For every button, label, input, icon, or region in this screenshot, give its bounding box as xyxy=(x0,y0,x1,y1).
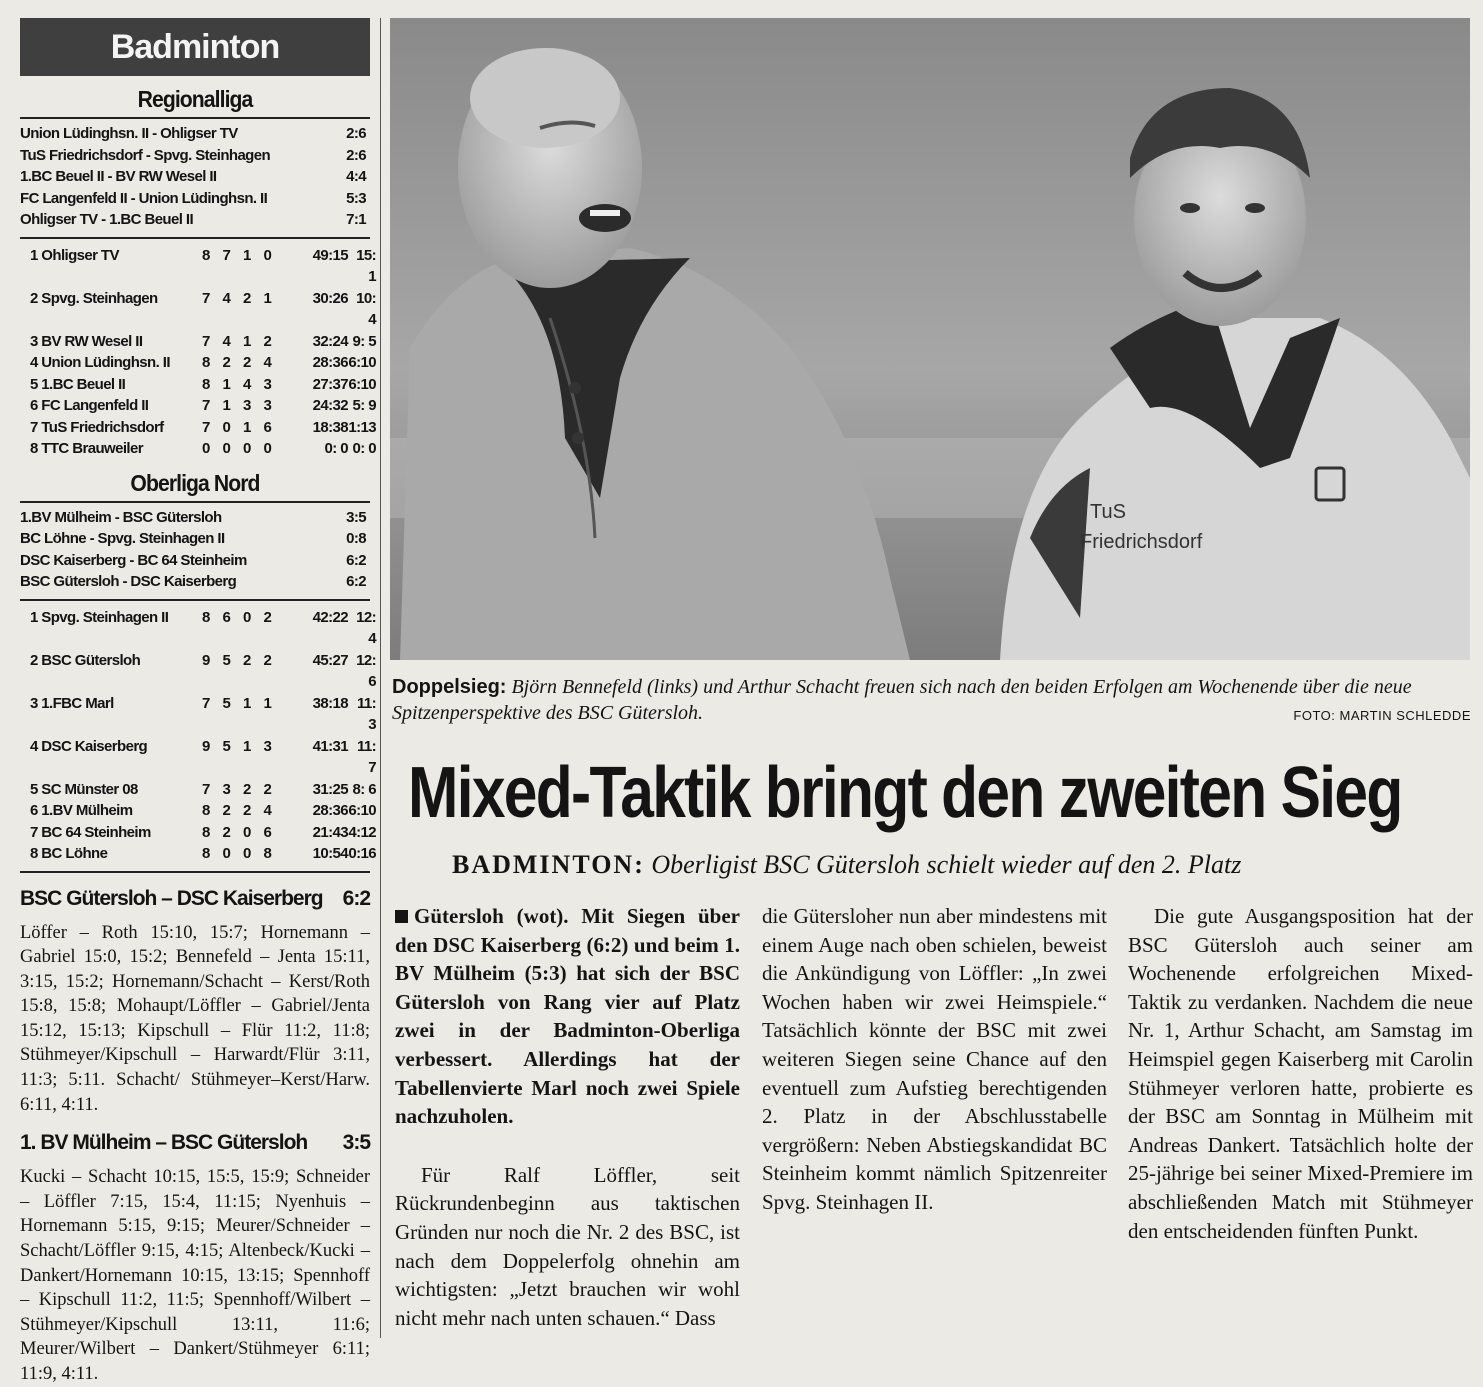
results-sidebar xyxy=(20,18,376,1387)
standings-row xyxy=(20,800,376,822)
regionalliga-title: Regionalliga xyxy=(137,86,253,112)
standings-row xyxy=(20,607,376,650)
standings-points: 5: 9 xyxy=(352,397,376,414)
standings-points: 11: 3 xyxy=(356,694,376,733)
standings-sets: 24:32 xyxy=(312,397,348,414)
match-score: 6:2 xyxy=(346,551,366,569)
standings-row xyxy=(20,736,376,779)
standings-games: 7 4 2 1 xyxy=(202,289,276,307)
square-bullet-icon xyxy=(395,910,408,923)
standings-games: 8 2 2 4 xyxy=(202,354,276,371)
standings-points: 15: 1 xyxy=(356,246,376,285)
photo-illustration xyxy=(390,18,1470,660)
standings-sets: 10:54 xyxy=(312,845,348,862)
standings-team: 7 BC 64 Steinheim xyxy=(30,823,151,841)
article-column-3 xyxy=(1128,902,1473,1245)
standings-points: 0:16 xyxy=(348,845,376,862)
standings-games: 7 1 3 3 xyxy=(202,397,276,414)
standings-row xyxy=(20,374,376,396)
standings-games: 7 4 1 2 xyxy=(202,332,276,350)
standings-points: 6:10 xyxy=(348,375,376,393)
caption-text: Björn Bennefeld (links) und Arthur Schacht freuen sich nach den beiden Erfolgen am Wochenende über die neue Spitzenperspektive des BSC Gütersloh. xyxy=(392,676,1412,724)
standings-games: 7 3 2 2 xyxy=(202,780,276,798)
standings-sets: 28:36 xyxy=(312,802,348,819)
standings-sets: 32:24 xyxy=(312,332,348,350)
divider xyxy=(20,501,370,503)
standings-sets: 38:18 xyxy=(312,694,348,712)
standings-games: 8 6 0 2 xyxy=(202,608,276,626)
divider xyxy=(20,117,370,119)
article-column-1 xyxy=(395,902,740,1332)
match-teams: BSC Gütersloh - DSC Kaiserberg xyxy=(20,573,237,590)
news-photo xyxy=(390,18,1470,660)
article-paragraph: Die gute Ausgangsposition hat der BSC Gütersloh auch seiner am Wochenende erfolgreichen Mixed-Taktik zu verdanken. Nachdem die neue Nr. 1, Arthur Schacht, am Samstag im Heimspiel gegen Kaiserberg mit Carolin Stühmeyer verloren hatte, probierte es der BSC am Sonntag in Mülheim mit Andreas Dankert. Tatsächlich holte der 25-jährige bei seiner Mixed-Premiere im abschließenden Match mit Stühmeyer den entscheidenden fünften Punkt. xyxy=(1128,904,1473,1243)
standings-sets: 45:27 xyxy=(312,651,348,669)
standings-team: 5 SC Münster 08 xyxy=(30,780,138,798)
standings-row xyxy=(20,650,376,693)
standings-team: 1 Ohligser TV xyxy=(30,246,119,264)
match-score: 7:1 xyxy=(346,211,366,228)
jacket-text-tus: TuS xyxy=(1090,501,1126,523)
result-teams: BSC Gütersloh – DSC Kaiserberg xyxy=(20,886,323,910)
standings-points: 11: 7 xyxy=(356,737,376,776)
standings-games: 8 1 4 3 xyxy=(202,375,276,393)
column-divider xyxy=(380,18,381,1338)
sidebar-header: Badminton xyxy=(20,18,370,76)
standings-games: 8 0 0 8 xyxy=(202,845,276,862)
match-row xyxy=(20,507,370,529)
match-teams: TuS Friedrichsdorf - Spvg. Steinhagen xyxy=(20,146,271,164)
match-score: 5:3 xyxy=(346,189,366,207)
match-teams: DSC Kaiserberg - BC 64 Steinheim xyxy=(20,551,247,569)
standings-team: 2 BSC Gütersloh xyxy=(30,651,141,669)
match-row xyxy=(20,145,370,167)
match-row xyxy=(20,209,370,231)
standings-points: 4:12 xyxy=(348,823,376,841)
oberliga-matches xyxy=(20,507,370,593)
match-teams: Ohligser TV - 1.BC Beuel II xyxy=(20,211,194,228)
oberliga-title: Oberliga Nord xyxy=(130,469,260,496)
divider xyxy=(20,599,370,601)
match-score: 3:5 xyxy=(346,508,366,526)
result-heading xyxy=(20,1131,370,1155)
article-column-2 xyxy=(762,902,1107,1217)
standings-games: 8 2 0 6 xyxy=(202,823,276,841)
standings-team: 3 1.FBC Marl xyxy=(30,694,114,712)
match-teams: BC Löhne - Spvg. Steinhagen II xyxy=(20,530,225,547)
standings-sets: 27:37 xyxy=(312,375,348,393)
result-score: 6:2 xyxy=(342,886,370,910)
standings-points: 12: 6 xyxy=(356,651,376,690)
divider xyxy=(20,871,370,873)
match-score: 0:8 xyxy=(346,530,366,547)
standings-points: 6:10 xyxy=(348,354,376,371)
jacket-text-club: Friedrichsdorf xyxy=(1080,531,1203,553)
match-score: 2:6 xyxy=(346,125,366,142)
standings-row xyxy=(20,779,376,801)
standings-games: 8 2 2 4 xyxy=(202,802,276,819)
match-score: 4:4 xyxy=(346,168,366,185)
match-row xyxy=(20,550,370,572)
standings-sets: 0: 0 xyxy=(324,440,348,457)
standings-team: 5 1.BC Beuel II xyxy=(30,375,126,393)
standings-row xyxy=(20,331,376,353)
standings-games: 7 5 1 1 xyxy=(202,694,276,712)
photo-credit: FOTO: MARTIN SCHLEDDE xyxy=(1293,708,1471,723)
standings-games: 0 0 0 0 xyxy=(202,440,276,457)
standings-row xyxy=(20,245,376,288)
article-lead xyxy=(395,902,740,1131)
standings-team: 7 TuS Friedrichsdorf xyxy=(30,418,164,436)
standings-sets: 18:38 xyxy=(312,418,348,436)
match-score: 6:2 xyxy=(346,573,366,590)
match-row xyxy=(20,166,370,188)
standings-row xyxy=(20,843,376,865)
subheadline-text: Oberligist BSC Gütersloh schielt wieder auf den 2. Platz xyxy=(644,850,1242,879)
standings-sets: 28:36 xyxy=(312,354,348,371)
standings-points: 10: 4 xyxy=(356,289,376,328)
match-teams: 1.BC Beuel II - BV RW Wesel II xyxy=(20,168,217,185)
result-score: 3:5 xyxy=(342,1131,370,1155)
match-row xyxy=(20,188,370,210)
result-details: Löffer – Roth 15:10, 15:7; Hornemann – Gabriel 15:0, 15:2; Bennefeld – Jenta 15:11, 3:15, 15:2; Hornemann/Schacht – Kerst/Roth 15:8, 15:8; Mohaupt/Löffler – Gabriel/Jenta 15:12, 15:13; Kipschull – Flür 11:2, 11:8; Stühmeyer/Kipschull – Harwardt/Flür 3:11, 11:3; 5:11. Schacht/ Stühmeyer–Kerst/Harw. 6:11, 4:11. xyxy=(20,922,370,1115)
standings-row xyxy=(20,288,376,331)
standings-row xyxy=(20,438,376,460)
standings-team: 4 DSC Kaiserberg xyxy=(30,737,148,755)
standings-points: 12: 4 xyxy=(356,608,376,647)
oberliga-standings xyxy=(20,607,376,865)
standings-row xyxy=(20,822,376,844)
divider xyxy=(20,237,370,239)
standings-team: 1 Spvg. Steinhagen II xyxy=(30,608,169,626)
standings-team: 8 TTC Brauweiler xyxy=(30,440,143,457)
standings-sets: 30:26 xyxy=(312,289,348,307)
standings-games: 8 7 1 0 xyxy=(202,246,276,264)
standings-points: 0: 0 xyxy=(352,440,376,457)
article-paragraph: Für Ralf Löffler, seit Rückrundenbeginn aus taktischen Gründen nur noch die Nr. 2 des BSC, ist nach dem Doppelerfolg ohnehin am wichtigsten: „Jetzt brauchen wir wohl nicht mehr nach unten schauen.“ Dass xyxy=(395,1162,740,1330)
article-paragraph: die Gütersloher nun aber mindestens mit einem Auge nach oben schielen, beweist die Ankündigung von Löffler: „In zwei Wochen haben wir zwei Heimspiele.“ Tatsächlich könnte der BSC mit zwei weiteren Siegen seine Chance auf den eventuell zum Aufstieg berechtigenden 2. Platz in der Abschlusstabelle vergrößern: Neben Abstiegskandidat BC Steinheim kommt nämlich Spitzenreiter Spvg. Steinhagen II. xyxy=(762,904,1107,1214)
standings-points: 6:10 xyxy=(348,802,376,819)
standings-points: 8: 6 xyxy=(352,780,376,798)
result-teams: 1. BV Mülheim – BSC Gütersloh xyxy=(20,1131,308,1155)
article-lead-text: Gütersloh (wot). Mit Siegen über den DSC Kaiserberg (6:2) und beim 1. BV Mülheim (5:3) hat sich der BSC Gütersloh von Rang vier auf Platz zwei in der Badminton-Oberliga verbessert. Allerdings hat der Tabellenvierte Marl noch zwei Spiele nachzuholen. xyxy=(395,904,740,1129)
match-row xyxy=(20,571,370,593)
standings-team: 6 FC Langenfeld II xyxy=(30,397,149,414)
result-details: Kucki – Schacht 10:15, 15:5, 15:9; Schneider – Löffler 7:15, 15:4, 11:15; Nyenhuis – Hornemann 5:15, 9:15; Meurer/Schneider – Schacht/Löffler 9:15, 4:15; Altenbeck/Kucki – Dankert/Hornemann 10:15, 13:15; Spennhoff – Kipschull 11:2, 11:5; Spennhoff/Wilbert – Stühmeyer/Kipschull 13:11, 11:6; Meurer/Wilbert – Dankert/Stühmeyer 6:11; 11:9, 4:11. xyxy=(20,1167,370,1384)
standings-points: 1:13 xyxy=(348,418,376,436)
match-teams: FC Langenfeld II - Union Lüdinghsn. II xyxy=(20,189,268,207)
standings-games: 9 5 2 2 xyxy=(202,651,276,669)
standings-sets: 31:25 xyxy=(312,780,348,798)
standings-team: 2 Spvg. Steinhagen xyxy=(30,289,158,307)
subheadline-kicker: BADMINTON: xyxy=(452,850,645,879)
match-score: 2:6 xyxy=(346,146,366,164)
standings-sets: 41:31 xyxy=(312,737,348,755)
standings-sets: 42:22 xyxy=(312,608,348,626)
match-row xyxy=(20,123,370,145)
standings-sets: 49:15 xyxy=(312,246,348,264)
standings-sets: 21:43 xyxy=(312,823,348,841)
standings-points: 9: 5 xyxy=(352,332,376,350)
standings-row xyxy=(20,352,376,374)
subheadline xyxy=(452,848,1472,882)
standings-team: 3 BV RW Wesel II xyxy=(30,332,143,350)
standings-team: 8 BC Löhne xyxy=(30,845,108,862)
regionalliga-matches xyxy=(20,123,370,231)
result-heading xyxy=(20,887,370,911)
match-row xyxy=(20,528,370,550)
match-teams: 1.BV Mülheim - BSC Gütersloh xyxy=(20,508,222,526)
match-teams: Union Lüdinghsn. II - Ohligser TV xyxy=(20,125,238,142)
standings-games: 9 5 1 3 xyxy=(202,737,276,755)
standings-row xyxy=(20,417,376,439)
standings-row xyxy=(20,395,376,417)
caption-lead: Doppelsieg: xyxy=(392,676,507,698)
headline: Mixed-Taktik bringt den zweiten Sieg xyxy=(408,753,1402,833)
standings-team: 6 1.BV Mülheim xyxy=(30,802,133,819)
regionalliga-standings xyxy=(20,245,376,460)
standings-team: 4 Union Lüdinghsn. II xyxy=(30,354,170,371)
standings-games: 7 0 1 6 xyxy=(202,418,276,436)
standings-row xyxy=(20,693,376,736)
